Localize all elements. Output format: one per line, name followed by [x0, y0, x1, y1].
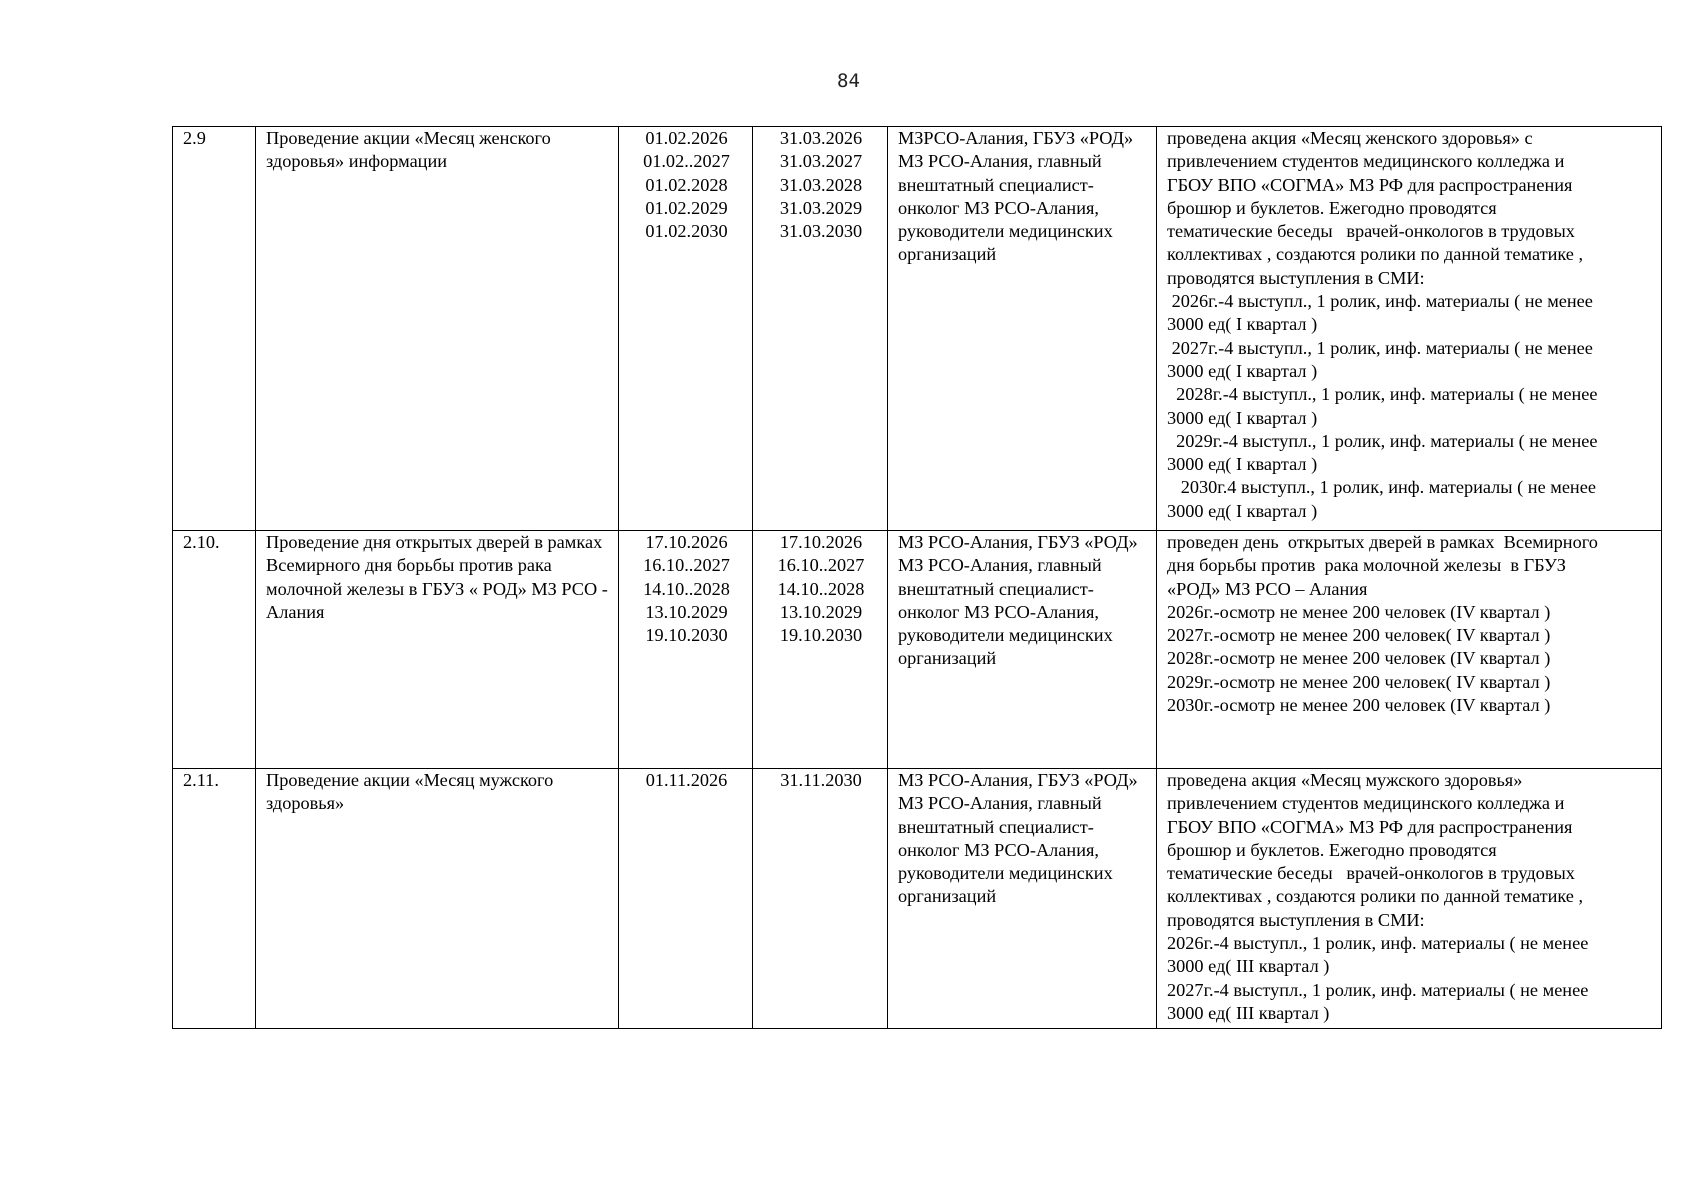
text-line: ГБОУ ВПО «СОГМА» МЗ РФ для распространения [1167, 816, 1573, 837]
text-line: брошюр и буклетов. Ежегодно проводятся [1167, 197, 1497, 218]
expected-result [1157, 769, 1662, 1029]
start-dates [619, 769, 753, 1029]
text-line: 19.10.2030 [779, 625, 863, 646]
text-line: 13.10.2029 [779, 601, 863, 622]
expected-result [1157, 531, 1662, 769]
text-line: 31.03.2027 [779, 151, 863, 172]
text-line: 3000 ед( I квартал ) [1167, 500, 1318, 521]
text-line: 01.11.2026 [645, 770, 728, 790]
text-line: 2027г.-4 выступл., 1 ролик, инф. материалы ( не менее [1167, 337, 1593, 358]
table-row [173, 531, 1662, 769]
text-line: 17.10.2026 [779, 532, 863, 552]
text-line: 01.02.2030 [645, 221, 728, 242]
text-line: 31.03.2026 [779, 128, 863, 148]
text-line: 31.03.2028 [779, 174, 863, 195]
text-line: 14.10..2028 [643, 578, 730, 599]
text-line: 2028г.-осмотр не менее 200 человек (IV квартал ) [1167, 648, 1551, 669]
text-line: 2027г.-осмотр не менее 200 человек( IV квартал ) [1167, 625, 1551, 646]
end-dates [753, 127, 888, 531]
text-line: 13.10.2029 [645, 601, 728, 622]
event-name: Проведение дня открытых дверей в рамках Всемирного дня борьбы против рака молочной железы в ГБУЗ « РОД» МЗ РСО - Алания [256, 531, 619, 769]
page-number: 84 [837, 70, 860, 92]
text-line: проведен день открытых дверей в рамках Всемирного [1167, 532, 1598, 552]
text-line: 3000 ед( I квартал ) [1167, 407, 1318, 428]
text-line: 3000 ед( I квартал ) [1167, 454, 1318, 475]
text-line: 2030г.-осмотр не менее 200 человек (IV квартал ) [1167, 695, 1551, 716]
text-line: «РОД» МЗ РСО – Алания [1167, 578, 1368, 599]
text-line: проведена акция «Месяц мужского здоровья» [1167, 770, 1523, 790]
start-dates [619, 127, 753, 531]
text-line: 16.10..2027 [643, 555, 730, 576]
table-row [173, 769, 1662, 1029]
text-line: дня борьбы против рака молочной железы в ГБУЗ [1167, 555, 1566, 576]
text-line: 14.10..2028 [777, 578, 865, 599]
text-line: тематические беседы врачей-онкологов в трудовых [1167, 221, 1575, 242]
row-number: 2.10. [173, 531, 256, 769]
text-line: 2029г.-4 выступл., 1 ролик, инф. материалы ( не менее [1167, 430, 1598, 451]
text-line: проводятся выступления в СМИ: [1167, 909, 1425, 930]
text-line: 2029г.-осмотр не менее 200 человек( IV квартал ) [1167, 671, 1551, 692]
text-line: 19.10.2030 [645, 625, 728, 646]
text-line: 31.11.2030 [780, 770, 862, 790]
text-line: 3000 ед( III квартал ) [1167, 956, 1330, 977]
text-line: 17.10.2026 [645, 532, 728, 552]
row-number: 2.9 [173, 127, 256, 531]
text-line: 2026г.-4 выступл., 1 ролик, инф. материалы ( не менее [1167, 291, 1593, 312]
row-number: 2.11. [173, 769, 256, 1029]
text-line: ГБОУ ВПО «СОГМА» МЗ РФ для распространения [1167, 174, 1573, 195]
text-line: 16.10..2027 [777, 555, 865, 576]
event-name: Проведение акции «Месяц мужского здоровья» [256, 769, 619, 1029]
expected-result [1157, 127, 1662, 531]
table-row [173, 127, 1662, 531]
text-line: 01.02.2026 [645, 128, 728, 148]
text-line: привлечением студентов медицинского колледжа и [1167, 151, 1565, 172]
text-line: 3000 ед( I квартал ) [1167, 360, 1318, 381]
text-line: 2026г.-осмотр не менее 200 человек (IV квартал ) [1167, 601, 1551, 622]
text-line: 01.02..2027 [643, 151, 730, 172]
activity-plan-table [172, 126, 1662, 1029]
end-dates [753, 769, 888, 1029]
text-line: проводятся выступления в СМИ: [1167, 267, 1425, 288]
text-line: брошюр и буклетов. Ежегодно проводятся [1167, 839, 1497, 860]
text-line: тематические беседы врачей-онкологов в трудовых [1167, 863, 1575, 884]
text-line: 2028г.-4 выступл., 1 ролик, инф. материалы ( не менее [1167, 384, 1598, 405]
text-line: 31.03.2029 [779, 197, 863, 218]
responsible: МЗ РСО-Алания, ГБУЗ «РОД» МЗ РСО-Алания, главный внештатный специалист-онколог МЗ РСО-Алания, руководители медицинских организаций [888, 531, 1157, 769]
text-line: коллективах , создаются ролики по данной тематике , [1167, 886, 1584, 907]
text-line: привлечением студентов медицинского колледжа и [1167, 793, 1565, 814]
text-line: 01.02.2028 [645, 174, 728, 195]
text-line: 31.03.2030 [779, 221, 863, 242]
responsible: МЗ РСО-Алания, ГБУЗ «РОД» МЗ РСО-Алания, главный внештатный специалист-онколог МЗ РСО-Алания, руководители медицинских организаций [888, 769, 1157, 1029]
text-line: 2027г.-4 выступл., 1 ролик, инф. материалы ( не менее [1167, 979, 1589, 1000]
text-line: проведена акция «Месяц женского здоровья» с [1167, 128, 1533, 148]
text-line: 2026г.-4 выступл., 1 ролик, инф. материалы ( не менее [1167, 933, 1589, 954]
text-line: 2030г.4 выступл., 1 ролик, инф. материалы ( не менее [1167, 477, 1596, 498]
text-line: 3000 ед( III квартал ) [1167, 1002, 1330, 1023]
text-line: 01.02.2029 [645, 197, 728, 218]
text-line: коллективах , создаются ролики по данной тематике , [1167, 244, 1584, 265]
responsible: МЗРСО-Алания, ГБУЗ «РОД» МЗ РСО-Алания, главный внештатный специалист-онколог МЗ РСО-Алания, руководители медицинских организаций [888, 127, 1157, 531]
text-line: 3000 ед( I квартал ) [1167, 314, 1318, 335]
start-dates [619, 531, 753, 769]
event-name: Проведение акции «Месяц женского здоровья» информации [256, 127, 619, 531]
end-dates [753, 531, 888, 769]
